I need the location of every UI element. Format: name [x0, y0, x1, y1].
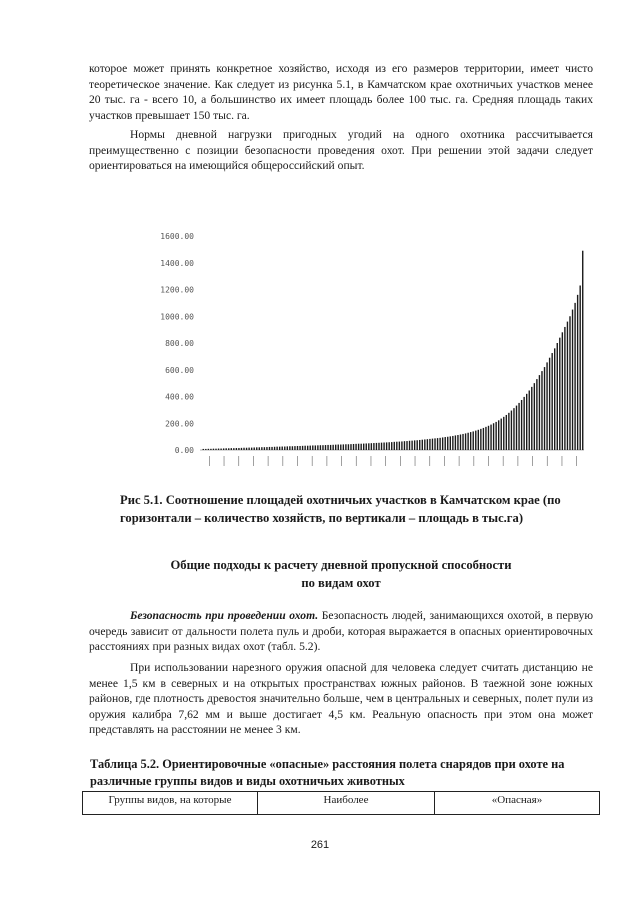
- chart-bar: [416, 440, 417, 450]
- chart-bar: [523, 397, 524, 450]
- table-header-cell: Наиболее: [258, 792, 435, 815]
- chart-bar: [534, 383, 535, 450]
- chart-bar: [508, 413, 509, 450]
- chart-bar: [422, 440, 423, 450]
- chart-bar: [203, 449, 204, 450]
- chart-bar: [243, 448, 244, 450]
- chart-bar: [340, 445, 341, 450]
- chart-bar: [442, 437, 443, 450]
- chart-bar: [373, 443, 374, 450]
- chart-bar: [452, 436, 453, 450]
- chart-bar: [414, 440, 415, 450]
- chart-bar: [394, 442, 395, 450]
- chart-bar: [282, 447, 283, 450]
- chart-bar: [371, 443, 372, 450]
- chart-bar: [388, 442, 389, 450]
- chart-bar: [516, 406, 517, 450]
- chart-bar: [457, 435, 458, 450]
- chart-bar: [256, 447, 257, 450]
- chart-bar: [220, 449, 221, 450]
- paragraph-1: которое может принять конкретное хозяйство, исходя из его размеров территории, имеет чисто теоретическое значение. Как следует из рисунка 5.1, в Камчатском крае охотничьих участков менее 20 тыс. га - всего 10, а большинство их имеет площадь более 100 тыс. га. Средняя площадь таких участков превышает 150 тыс. га.: [89, 62, 593, 122]
- chart-bar: [287, 446, 288, 450]
- chart-bar: [233, 448, 234, 450]
- paragraph-2: Нормы дневной нагрузки пригодных угодий на одного охотника рассчитывается преимущественно с позиции безопасности проведения охот. При решении этой задачи следует ориентироваться на имеющийся общероссийский опыт.: [89, 128, 593, 173]
- chart-bar: [396, 442, 397, 450]
- chart-bar: [383, 443, 384, 450]
- chart-bar: [526, 394, 527, 450]
- chart-bar: [210, 449, 211, 450]
- chart-bar: [506, 415, 507, 450]
- chart-bar: [467, 433, 468, 450]
- table-header-row: [83, 792, 600, 815]
- y-tick-label: 0.00: [174, 446, 194, 455]
- page-number: 261: [310, 839, 330, 851]
- chart-bar: [529, 390, 530, 450]
- chart-bar: [294, 446, 295, 450]
- chart-bar: [299, 446, 300, 450]
- chart-bar: [473, 431, 474, 450]
- paragraph-3: [89, 608, 593, 655]
- y-tick-label: 1400.00: [160, 258, 194, 268]
- chart-bar: [310, 446, 311, 450]
- chart-bar: [419, 440, 420, 450]
- chart-bar: [307, 446, 308, 450]
- chart-bar: [378, 443, 379, 450]
- chart-bar: [501, 419, 502, 450]
- chart-bar: [447, 437, 448, 450]
- chart-bar: [564, 327, 565, 450]
- chart-bar: [317, 445, 318, 450]
- chart-bar: [315, 445, 316, 450]
- chart-bar: [437, 438, 438, 450]
- chart-bar: [297, 446, 298, 450]
- chart-bar: [381, 443, 382, 450]
- chart-bar: [345, 444, 346, 450]
- chart-bar: [391, 442, 392, 450]
- chart-bar: [424, 439, 425, 450]
- table-caption: Таблица 5.2. Ориентировочные «опасные» расстояния полета снарядов при охоте на различные группы видов и виды охотничьих животных: [90, 757, 565, 788]
- chart-bar: [264, 447, 265, 450]
- chart-bar: [579, 285, 580, 450]
- chart-bar: [228, 448, 229, 450]
- y-axis-ticks: [160, 232, 194, 455]
- chart-bar: [572, 310, 573, 450]
- chart-bar: [332, 445, 333, 450]
- chart-bar: [480, 429, 481, 450]
- chart-bar: [551, 353, 552, 450]
- chart-bar: [205, 449, 206, 450]
- chart-bar: [582, 251, 583, 450]
- chart-bar: [259, 447, 260, 450]
- chart-bar: [475, 431, 476, 450]
- chart-bar: [495, 422, 496, 450]
- y-tick-label: 200.00: [165, 419, 194, 429]
- chart-bar: [434, 438, 435, 450]
- chart-bar: [569, 316, 570, 450]
- chart-bar: [490, 425, 491, 450]
- chart-bar: [276, 447, 277, 450]
- chart-bar: [432, 439, 433, 450]
- chart-bar: [366, 443, 367, 450]
- chart-bar: [485, 427, 486, 450]
- chart-bar: [465, 433, 466, 450]
- chart-bar: [312, 445, 313, 450]
- chart-bar: [238, 448, 239, 450]
- paragraph-3-lead: Безопасность при проведении охот.: [130, 609, 319, 622]
- chart-bar: [368, 443, 369, 450]
- chart-bar: [289, 446, 290, 450]
- chart-bar: [350, 444, 351, 450]
- chart-bar: [577, 295, 578, 450]
- area-distribution-bar-chart: [140, 228, 590, 478]
- chart-bar: [251, 448, 252, 450]
- chart-bar: [503, 417, 504, 450]
- chart-bar: [531, 387, 532, 450]
- chart-bar: [521, 400, 522, 450]
- chart-bar: [274, 447, 275, 450]
- y-tick-label: 400.00: [165, 392, 194, 402]
- chart-bar: [266, 447, 267, 450]
- x-axis-ticks: [209, 456, 576, 466]
- chart-bar: [292, 446, 293, 450]
- y-tick-label: 1000.00: [160, 312, 194, 322]
- figure-caption: Рис 5.1. Соотношение площадей охотничьих участков в Камчатском крае (по горизонтали – количество хозяйств, по вертикали – площадь в тыс.га): [120, 493, 561, 525]
- chart-bar: [406, 441, 407, 450]
- chart-bar: [218, 449, 219, 450]
- chart-bar: [208, 449, 209, 450]
- chart-bar: [450, 436, 451, 450]
- chart-bar: [493, 423, 494, 450]
- chart-bar: [488, 426, 489, 450]
- chart-bar: [363, 444, 364, 450]
- chart-bar: [429, 439, 430, 450]
- chart-bar: [478, 430, 479, 450]
- chart-bar: [215, 449, 216, 450]
- chart-bar: [401, 441, 402, 450]
- chart-bar: [225, 448, 226, 450]
- chart-bar: [335, 445, 336, 450]
- paragraph-3-text: Безопасность людей, занимающихся охотой, в первую очередь зависит от дальности полета пуль и дроби, которая выражается в опасных ориентировочных расстояниях при разных видах охот (табл. 5.2).: [89, 609, 593, 654]
- chart-bar: [248, 448, 249, 450]
- chart-bar: [302, 446, 303, 450]
- section-heading-line-2: по видам охот: [301, 576, 381, 590]
- chart-bar: [327, 445, 328, 450]
- chart-bar: [541, 371, 542, 450]
- chart-bar: [554, 348, 555, 450]
- chart-bar: [511, 411, 512, 450]
- chart-bar: [546, 362, 547, 450]
- chart-bar: [213, 449, 214, 450]
- chart-bar: [322, 445, 323, 450]
- chart-bar: [470, 432, 471, 450]
- chart-bar: [355, 444, 356, 450]
- chart-bar: [271, 447, 272, 450]
- chart-bar: [269, 447, 270, 450]
- chart-bar: [427, 439, 428, 450]
- chart-bar: [284, 447, 285, 450]
- chart-bar: [483, 428, 484, 450]
- chart-bar: [518, 403, 519, 450]
- chart-bar: [330, 445, 331, 450]
- paragraph-4: При использовании нарезного оружия опасной для человека следует считать дистанцию не менее 1,5 км в северных и на открытых пространствах южных районов. В таежной зоне южных районов, где плотность древостоя значительно больше, чем в центральных и северных, полет пули из оружия калибра 7,62 мм и выше достигает 4,5 км. Реальную опасность при этом она может представлять на расстоянии не менее 3 км.: [89, 661, 593, 737]
- chart-bar: [353, 444, 354, 450]
- chart-bar: [376, 443, 377, 450]
- chart-bars: [203, 251, 584, 450]
- chart-bar: [404, 441, 405, 450]
- chart-bar: [348, 444, 349, 450]
- chart-bar: [567, 322, 568, 450]
- chart-bar: [411, 441, 412, 450]
- chart-bar: [557, 343, 558, 450]
- distance-table: [82, 791, 600, 815]
- chart-bar: [325, 445, 326, 450]
- chart-bar: [223, 448, 224, 450]
- table-header-cell: «Опасная»: [435, 792, 600, 815]
- chart-bar: [386, 442, 387, 450]
- chart-bar: [320, 445, 321, 450]
- chart-bar: [338, 445, 339, 450]
- chart-bar: [304, 446, 305, 450]
- chart-bar: [254, 447, 255, 450]
- chart-bar: [536, 379, 537, 450]
- chart-bar: [439, 438, 440, 450]
- y-tick-label: 800.00: [165, 339, 194, 348]
- chart-bar: [241, 448, 242, 450]
- chart-bar: [261, 447, 262, 450]
- section-heading-line-1: Общие подходы к расчету дневной пропускной способности: [170, 558, 512, 572]
- y-tick-label: 600.00: [165, 365, 194, 375]
- chart-bar: [399, 442, 400, 450]
- table-header-cell: Группы видов, на которые: [83, 792, 258, 815]
- chart-bar: [360, 444, 361, 450]
- chart-bar: [231, 448, 232, 450]
- chart-bar: [279, 447, 280, 450]
- chart-bar: [462, 434, 463, 450]
- chart-bar: [513, 408, 514, 450]
- chart-bar: [343, 444, 344, 450]
- chart-bar: [539, 375, 540, 450]
- chart-bar: [246, 448, 247, 450]
- chart-bar: [236, 448, 237, 450]
- chart-bar: [562, 332, 563, 450]
- chart-bar: [544, 367, 545, 450]
- chart-bar: [460, 434, 461, 450]
- chart-bar: [574, 303, 575, 450]
- chart-bar: [358, 444, 359, 450]
- chart-bar: [445, 437, 446, 450]
- chart-bar: [409, 441, 410, 450]
- y-tick-label: 1200.00: [160, 285, 194, 295]
- chart-bar: [559, 338, 560, 450]
- chart-bar: [455, 435, 456, 450]
- chart-bar: [549, 358, 550, 450]
- chart-bar: [498, 420, 499, 450]
- y-tick-label: 1600.00: [160, 232, 194, 241]
